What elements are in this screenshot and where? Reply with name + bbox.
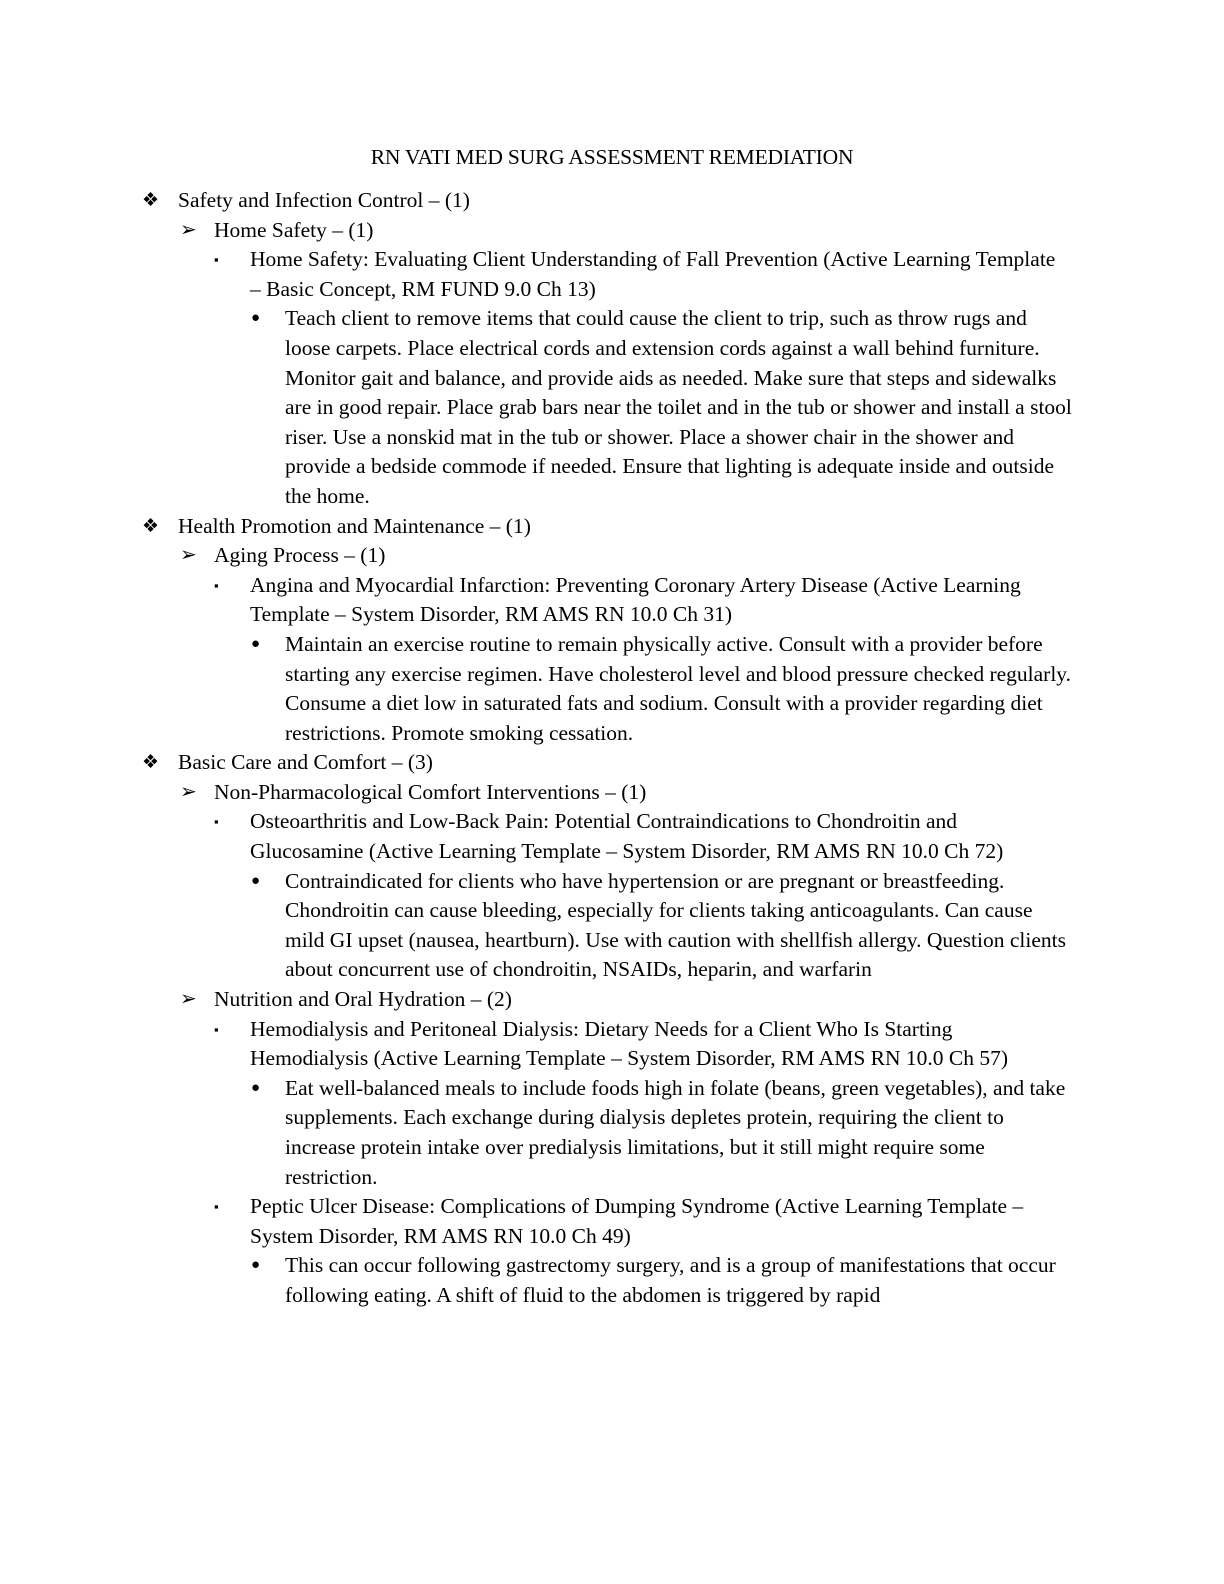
item-heading <box>0 1015 1224 1074</box>
item-heading-text: Angina and Myocardial Infarction: Preventing Coronary Artery Disease (Active Learning Template – System Disorder, RM AMS RN 10.0 Ch 31) <box>250 572 1021 627</box>
item-heading-text: Peptic Ulcer Disease: Complications of Dumping Syndrome (Active Learning Template – System Disorder, RM AMS RN 10.0 Ch 49) <box>250 1194 1024 1248</box>
topic-heading-text: Nutrition and Oral Hydration – (2) <box>214 987 512 1012</box>
item-heading <box>0 571 1224 630</box>
dot-bullet-icon: ● <box>251 1257 261 1274</box>
section-heading-text: Safety and Infection Control – (1) <box>178 188 470 212</box>
arrow-bullet-icon: ➢ <box>180 218 197 241</box>
topic-heading <box>0 985 1224 1015</box>
bullet-text: Maintain an exercise routine to remain physically active. Consult with a provider before starting any exercise regimen. Have cholesterol level and blood pressure checked regularly. Consume a diet low in saturated fats and sodium. Consult with a provider regarding diet restrictions. Promote smoking cessation. <box>285 631 1072 745</box>
bullet-point <box>0 630 1224 748</box>
dot-bullet-icon: ● <box>251 872 261 889</box>
topic-heading <box>0 778 1224 808</box>
topic-heading <box>0 541 1224 571</box>
topic-heading-text: Non-Pharmacological Comfort Interventions – (1) <box>214 779 647 804</box>
dot-bullet-icon: ● <box>251 1079 261 1096</box>
arrow-bullet-icon: ➢ <box>180 544 197 567</box>
outline <box>0 186 1224 1311</box>
bullet-point <box>0 867 1224 985</box>
square-bullet-icon: ▪ <box>214 252 219 268</box>
item-heading-text: Home Safety: Evaluating Client Understanding of Fall Prevention (Active Learning Template – Basic Concept, RM FUND 9.0 Ch 13) <box>250 247 1056 301</box>
section-heading-text: Health Promotion and Maintenance – (1) <box>178 513 531 538</box>
bullet-point <box>0 304 1224 511</box>
item-heading <box>0 1192 1224 1251</box>
dot-bullet-icon: ● <box>251 310 261 327</box>
item-heading <box>0 245 1224 304</box>
bullet-text: Eat well-balanced meals to include foods high in folate (beans, green vegetables), and take supplements. Each exchange during dialysis depletes protein, requiring the client to increase protein intake over predialysis limitations, but it still might require some restriction. <box>285 1075 1066 1189</box>
arrow-bullet-icon: ➢ <box>180 780 197 803</box>
topic-heading-text: Aging Process – (1) <box>214 543 386 568</box>
bullet-text: Contraindicated for clients who have hypertension or are pregnant or breastfeeding. Chondroitin can cause bleeding, especially for clients taking anticoagulants. Can cause mild GI upset (nausea, heartburn). Use with caution with shellfish allergy. Question clients about concurrent use of chondroitin, NSAIDs, heparin, and warfarin <box>285 868 1066 982</box>
bullet-point <box>0 1074 1224 1192</box>
diamond-bullet-icon: ❖ <box>142 515 160 537</box>
item-heading <box>0 807 1224 866</box>
page-title: RN VATI MED SURG ASSESSMENT REMEDIATION <box>370 145 854 169</box>
section-heading <box>0 748 1224 778</box>
section-heading <box>0 512 1224 542</box>
arrow-bullet-icon: ➢ <box>180 988 197 1011</box>
diamond-bullet-icon: ❖ <box>142 190 160 211</box>
topic-heading-text: Home Safety – (1) <box>214 217 374 242</box>
section-heading <box>0 186 1224 216</box>
bullet-text: This can occur following gastrectomy surgery, and is a group of manifestations that occur following eating. A shift of fluid to the abdomen is triggered by rapid <box>285 1253 1056 1307</box>
square-bullet-icon: ▪ <box>214 1199 219 1215</box>
bullet-point <box>0 1251 1224 1310</box>
bullet-text: Teach client to remove items that could cause the client to trip, such as throw rugs and loose carpets. Place electrical cords and extension cords against a wall behind furniture. Monitor gait and balance, and provide aids as needed. Make sure that steps and sidewalks are in good repair. Place grab bars near the toilet and in the tub or shower and install a stool riser. Use a nonskid mat in the tub or shower. Place a shower chair in the shower and provide a bedside commode if needed. Ensure that lighting is adequate inside and outside the home. <box>285 306 1072 508</box>
square-bullet-icon: ▪ <box>214 814 219 830</box>
item-heading-text: Hemodialysis and Peritoneal Dialysis: Dietary Needs for a Client Who Is Starting Hemodialysis (Active Learning Template – System Disorder, RM AMS RN 10.0 Ch 57) <box>250 1016 1009 1071</box>
square-bullet-icon: ▪ <box>214 577 219 593</box>
square-bullet-icon: ▪ <box>214 1021 219 1037</box>
topic-heading <box>0 216 1224 246</box>
item-heading-text: Osteoarthritis and Low-Back Pain: Potential Contraindications to Chondroitin and Glucosamine (Active Learning Template – System Disorder, RM AMS RN 10.0 Ch 72) <box>250 809 1004 864</box>
diamond-bullet-icon: ❖ <box>142 752 160 774</box>
dot-bullet-icon: ● <box>251 635 261 652</box>
section-heading-text: Basic Care and Comfort – (3) <box>178 750 433 775</box>
